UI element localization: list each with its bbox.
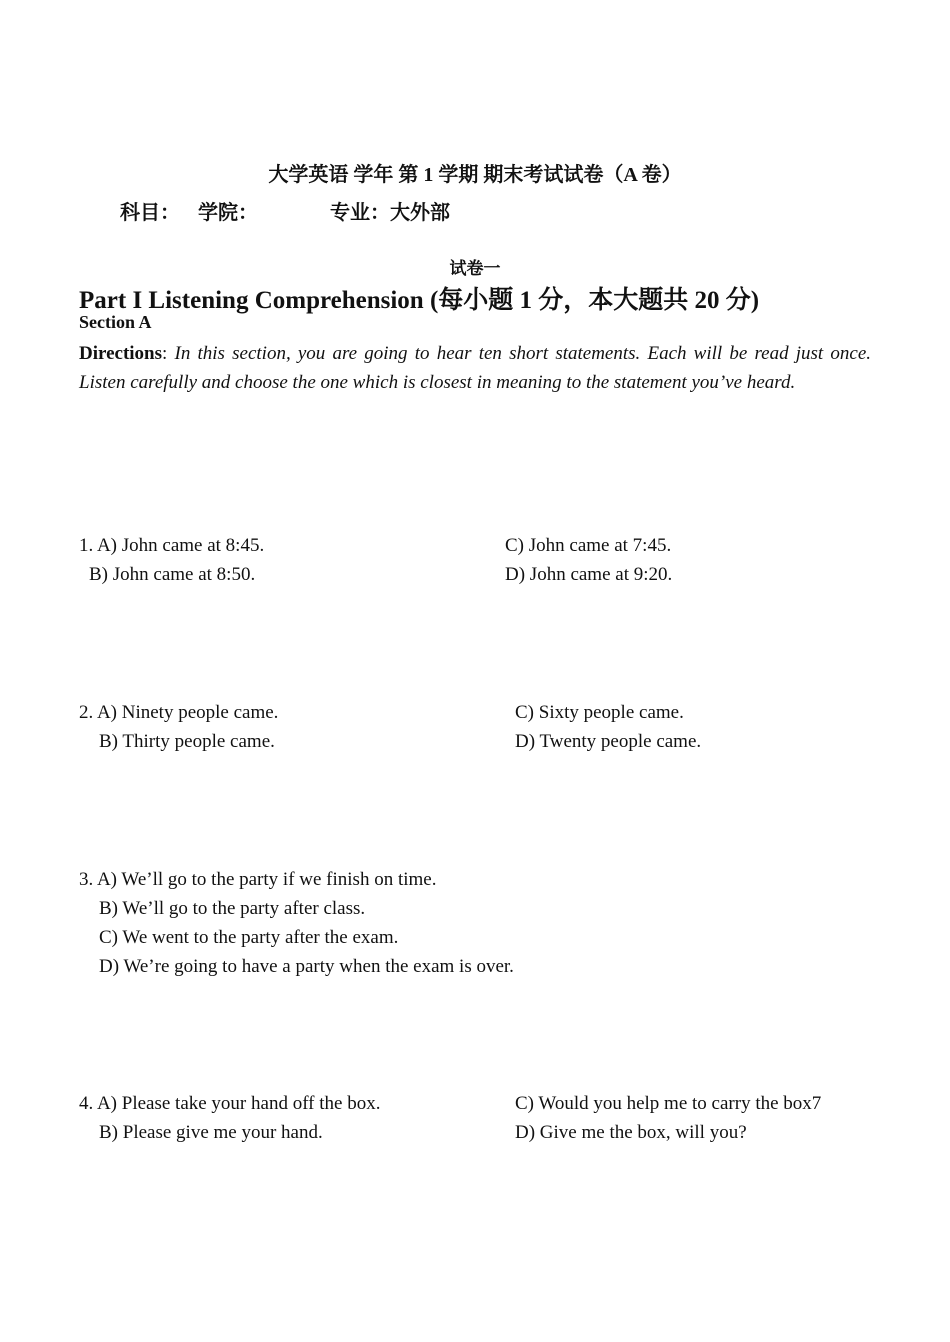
exam-title: 大学英语 学年 第 1 学期 期末考试试卷（A 卷） xyxy=(268,164,682,186)
question-1-option-b: B) John came at 8:50. xyxy=(89,564,256,585)
college-label: 学院： xyxy=(198,202,258,224)
directions: Directions: In this section, you are going to hear ten short statements. Each will be read just once. Listen carefully and choose the one which is closest in meaning to the statement you’ve heard. xyxy=(79,343,872,393)
question-3-option-c: C) We went to the party after the exam. xyxy=(99,927,399,948)
directions-text: In this section, you are going to hear ten short statements. Each will be read just once. Listen carefully and choose the one which is closest in meaning to the statement you’ve heard. xyxy=(79,343,872,393)
question-2-option-c: C) Sixty people came. xyxy=(515,702,684,723)
subject-label: 科目： xyxy=(120,202,180,224)
question-3-option-d: D) We’re going to have a party when the exam is over. xyxy=(99,956,514,977)
question-4-option-c: C) Would you help me to carry the box7 xyxy=(515,1093,822,1114)
question-4-option-d: D) Give me the box, will you? xyxy=(515,1122,747,1143)
question-4-option-a: 4. A) Please take your hand off the box. xyxy=(79,1093,381,1114)
question-1-option-a: 1. A) John came at 8:45. xyxy=(79,535,265,556)
question-2-option-d: D) Twenty people came. xyxy=(515,731,702,752)
section-title: Section A xyxy=(79,312,152,332)
exam-meta xyxy=(120,196,450,225)
major-label: 专业：大外部 xyxy=(330,202,450,224)
question-2-option-a: 2. A) Ninety people came. xyxy=(79,702,279,723)
directions-label: Directions xyxy=(79,343,163,364)
part-title: Part I Listening Comprehension (每小题 1 分，本大题共 20 分) xyxy=(79,287,760,314)
question-4-option-b: B) Please give me your hand. xyxy=(99,1122,323,1143)
question-2-option-b: B) Thirty people came. xyxy=(99,731,275,752)
question-3-option-a: 3. A) We’ll go to the party if we finish on time. xyxy=(79,869,437,890)
question-3-option-b: B) We’ll go to the party after class. xyxy=(99,898,366,919)
paper-number: 试卷一 xyxy=(449,259,501,278)
question-1-option-c: C) John came at 7:45. xyxy=(505,535,672,556)
question-1-option-d: D) John came at 9:20. xyxy=(505,564,673,585)
